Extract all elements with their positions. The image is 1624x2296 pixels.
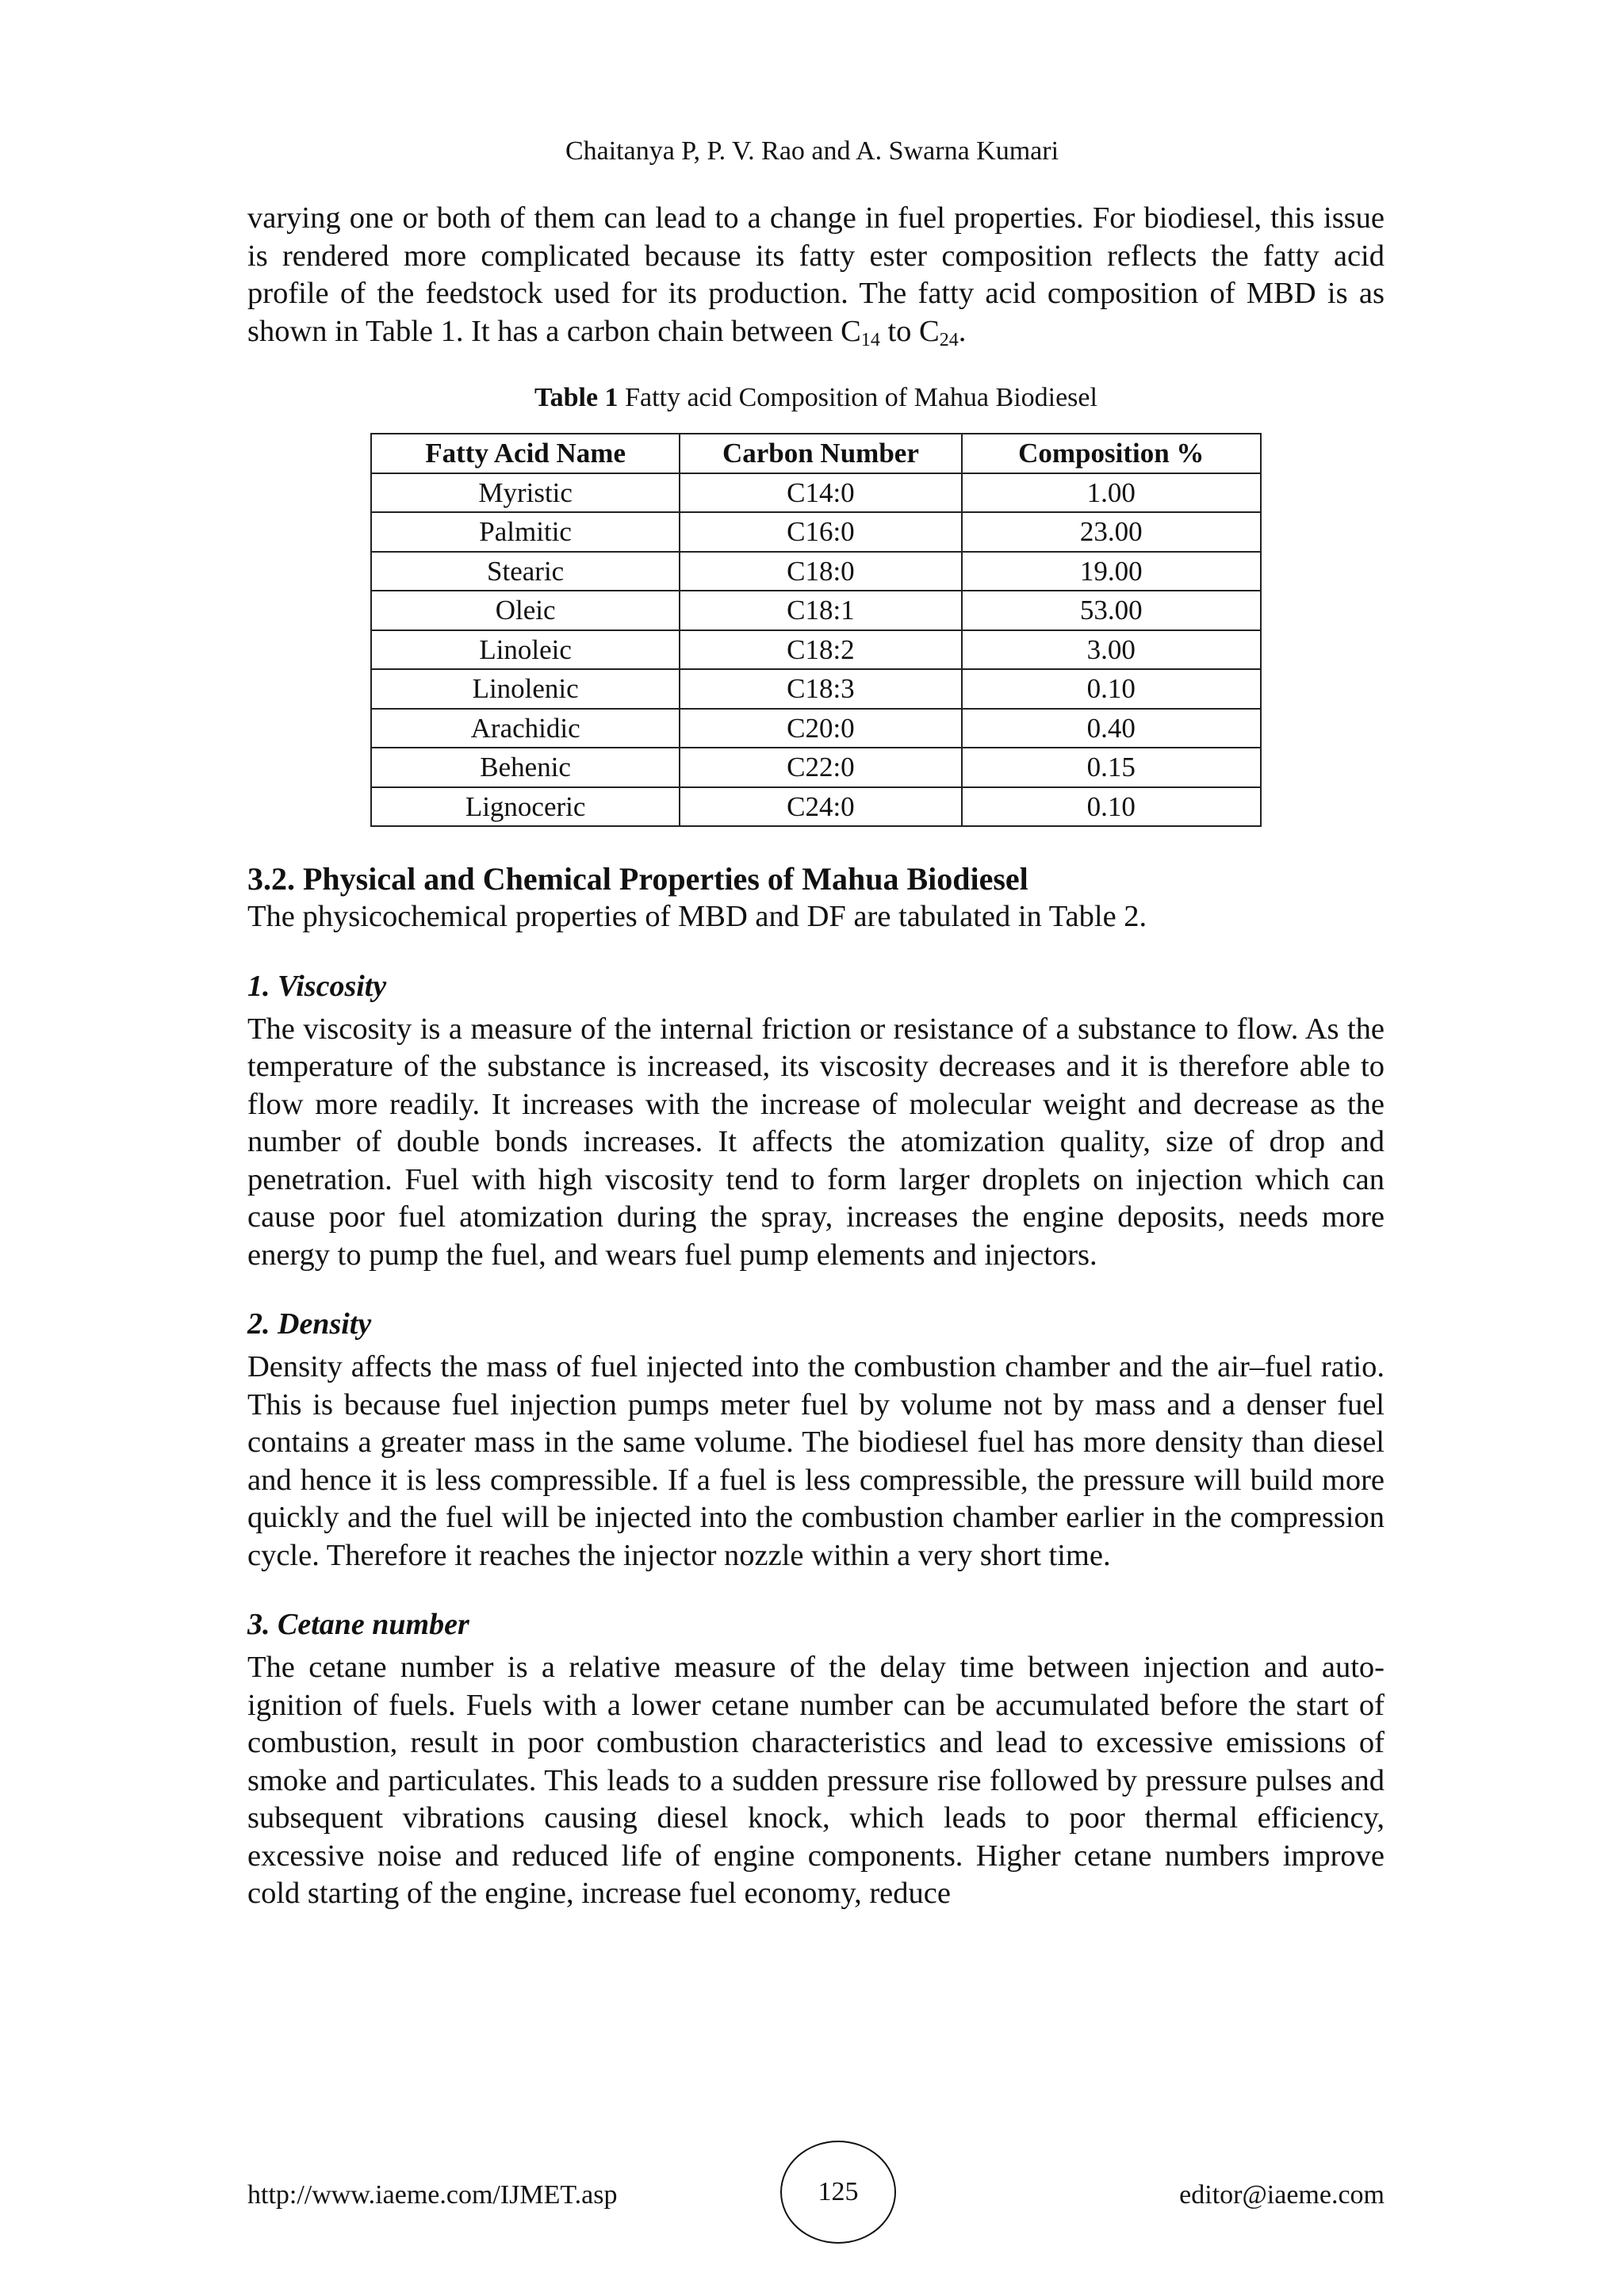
table-row: Oleic C18:1 53.00 bbox=[371, 591, 1261, 630]
header-carbon-number: Carbon Number bbox=[680, 434, 961, 473]
table-row: Linolenic C18:3 0.10 bbox=[371, 669, 1261, 709]
subsection-heading-cetane: 3. Cetane number bbox=[247, 1608, 469, 1641]
page-number: 125 bbox=[818, 2177, 859, 2206]
header-fatty-acid-name: Fatty Acid Name bbox=[371, 434, 680, 473]
section-intro: The physicochemical properties of MBD and DF are tabulated in Table 2. bbox=[247, 900, 1147, 933]
table-caption: Table 1 Fatty acid Composition of Mahua Biodiesel bbox=[534, 383, 1097, 412]
table-header-row bbox=[371, 434, 1261, 473]
table-row: Linoleic C18:2 3.00 bbox=[371, 630, 1261, 670]
section-heading: 3.2. Physical and Chemical Properties of Mahua Biodiesel bbox=[247, 861, 1028, 897]
table-row: Behenic C22:0 0.15 bbox=[371, 748, 1261, 787]
footer-email[interactable]: editor@iaeme.com bbox=[1179, 2180, 1385, 2210]
footer-url[interactable]: http://www.iaeme.com/IJMET.asp bbox=[247, 2180, 618, 2210]
fatty-acid-table bbox=[370, 433, 1262, 827]
table-row: Myristic C14:0 1.00 bbox=[371, 473, 1261, 513]
page-content bbox=[247, 200, 1385, 1913]
viscosity-paragraph: The viscosity is a measure of the internal friction or resistance of a substance to flow. As the temperature of the substance is increased, its viscosity decreases and it is therefore able to flow more readily. It increases with the increase of molecular weight and decrease as the number of double bonds increases. It affects the atomization quality, size of drop and penetration. Fuel with high viscosity tend to form larger droplets on injection which can cause poor fuel atomization during the spray, increases the engine deposits, needs more energy to pump the fuel, and wears fuel pump elements and injectors. bbox=[247, 1012, 1385, 1272]
subsection-heading-density: 2. Density bbox=[247, 1307, 372, 1341]
page-number-badge bbox=[780, 2141, 896, 2244]
table-row: Lignoceric C24:0 0.10 bbox=[371, 787, 1261, 827]
subsection-heading-viscosity: 1. Viscosity bbox=[247, 969, 387, 1003]
table-row: Palmitic C16:0 23.00 bbox=[371, 512, 1261, 552]
table-row: Arachidic C20:0 0.40 bbox=[371, 709, 1261, 748]
density-paragraph: Density affects the mass of fuel injected into the combustion chamber and the air–fuel ratio. This is because fuel injection pumps meter fuel by volume not by mass and a denser fuel contains a greater mass in the same volume. The biodiesel fuel has more density than diesel and hence it is less compressible. If a fuel is less compressible, the pressure will build more quickly and the fuel will be injected into the combustion chamber earlier in the compression cycle. Therefore it reaches the injector nozzle within a very short time. bbox=[247, 1350, 1385, 1572]
intro-paragraph: varying one or both of them can lead to a change in fuel properties. For biodiesel, this issue is rendered more complicated because its fatty ester composition reflects the fatty acid profile of the feedstock used for its production. The fatty acid composition of MBD is as shown in Table 1. It has a carbon chain between $C_{14}$ to $C_{24}$. bbox=[247, 201, 1385, 350]
header-composition: Composition % bbox=[962, 434, 1261, 473]
cetane-paragraph: The cetane number is a relative measure of the delay time between injection and auto-ignition of fuels. Fuels with a lower cetane number can be accumulated before the start of combustion, result in poor combustion characteristics and lead to excessive emissions of smoke and particulates. This leads to a sudden pressure rise followed by pressure pulses and subsequent vibrations causing diesel knock, which leads to poor thermal efficiency, excessive noise and reduced life of engine components. Higher cetane numbers improve cold starting of the engine, increase fuel economy, reduce bbox=[247, 1651, 1385, 1910]
running-head: Chaitanya P, P. V. Rao and A. Swarna Kumari bbox=[565, 136, 1059, 166]
table-row: Stearic C18:0 19.00 bbox=[371, 552, 1261, 591]
